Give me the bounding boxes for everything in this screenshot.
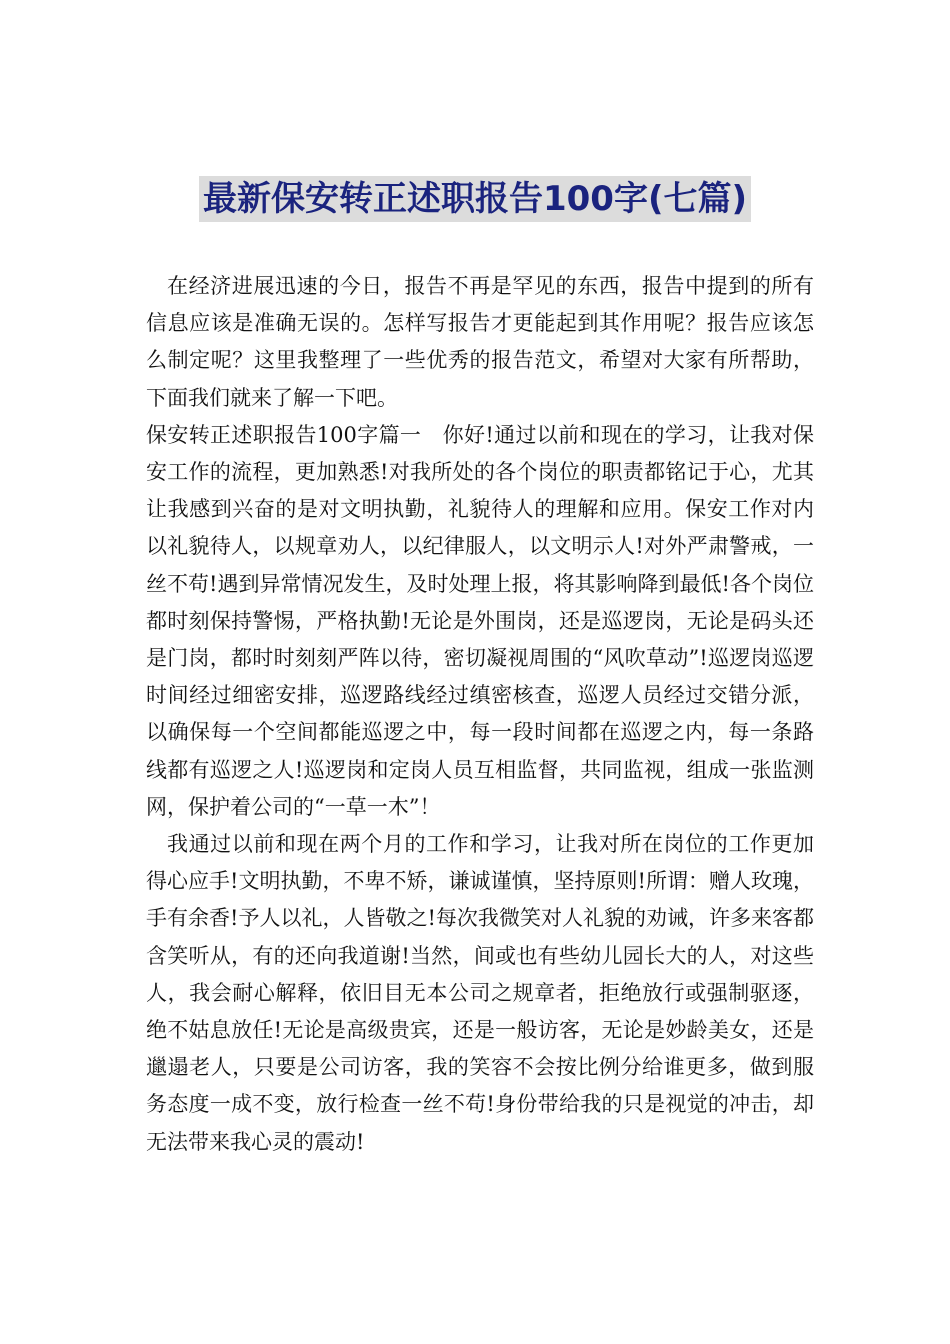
paragraph-intro: 在经济进展迅速的今日，报告不再是罕见的东西，报告中提到的所有信息应该是准确无误的。怎样写报告才更能起到其作用呢？报告应该怎么制定呢？这里我整理了一些优秀的报告范文，希望对大家有所帮助，下面我们就来了解一下吧。 [146, 274, 814, 410]
document-body [146, 268, 814, 1161]
document-title: 最新保安转正述职报告100字(七篇) [199, 176, 751, 222]
paragraph-section-one: 保安转正述职报告100字篇一 你好!通过以前和现在的学习，让我对保安工作的流程，更加熟悉!对我所处的各个岗位的职责都铭记于心，尤其让我感到兴奋的是对文明执勤，礼貌待人的理解和应用。保安工作对内以礼貌待人，以规章劝人，以纪律服人，以文明示人!对外严肃警戒，一丝不苟!遇到异常情况发生，及时处理上报，将其影响降到最低!各个岗位都时刻保持警惕，严格执勤!无论是外围岗，还是巡逻岗，无论是码头还是门岗，都时时刻刻严阵以待，密切凝视周围的“风吹草动”!巡逻岗巡逻时间经过细密安排，巡逻路线经过缜密核查，巡逻人员经过交错分派，以确保每一个空间都能巡逻之中，每一段时间都在巡逻之内，每一条路线都有巡逻之人!巡逻岗和定岗人员互相监督，共同监视，组成一张监测网，保护着公司的“一草一木”！ [146, 422, 814, 819]
paragraph-body: 我通过以前和现在两个月的工作和学习，让我对所在岗位的工作更加得心应手!文明执勤，不卑不矫，谦诚谨慎，坚持原则!所谓：赠人玫瑰，手有余香!予人以礼，人皆敬之!每次我微笑对人礼貌的劝诫，许多来客都含笑听从，有的还向我道谢!当然，间或也有些幼儿园长大的人，对这些人，我会耐心解释，依旧目无本公司之规章者，拒绝放行或强制驱逐，绝不姑息放任!无论是高级贵宾，还是一般访客，无论是妙龄美女，还是邋遢老人，只要是公司访客，我的笑容不会按比例分给谁更多，做到服务态度一成不变，放行检查一丝不苟!身份带给我的只是视觉的冲击，却无法带来我心灵的震动! [146, 832, 814, 1154]
title-container [0, 176, 950, 222]
